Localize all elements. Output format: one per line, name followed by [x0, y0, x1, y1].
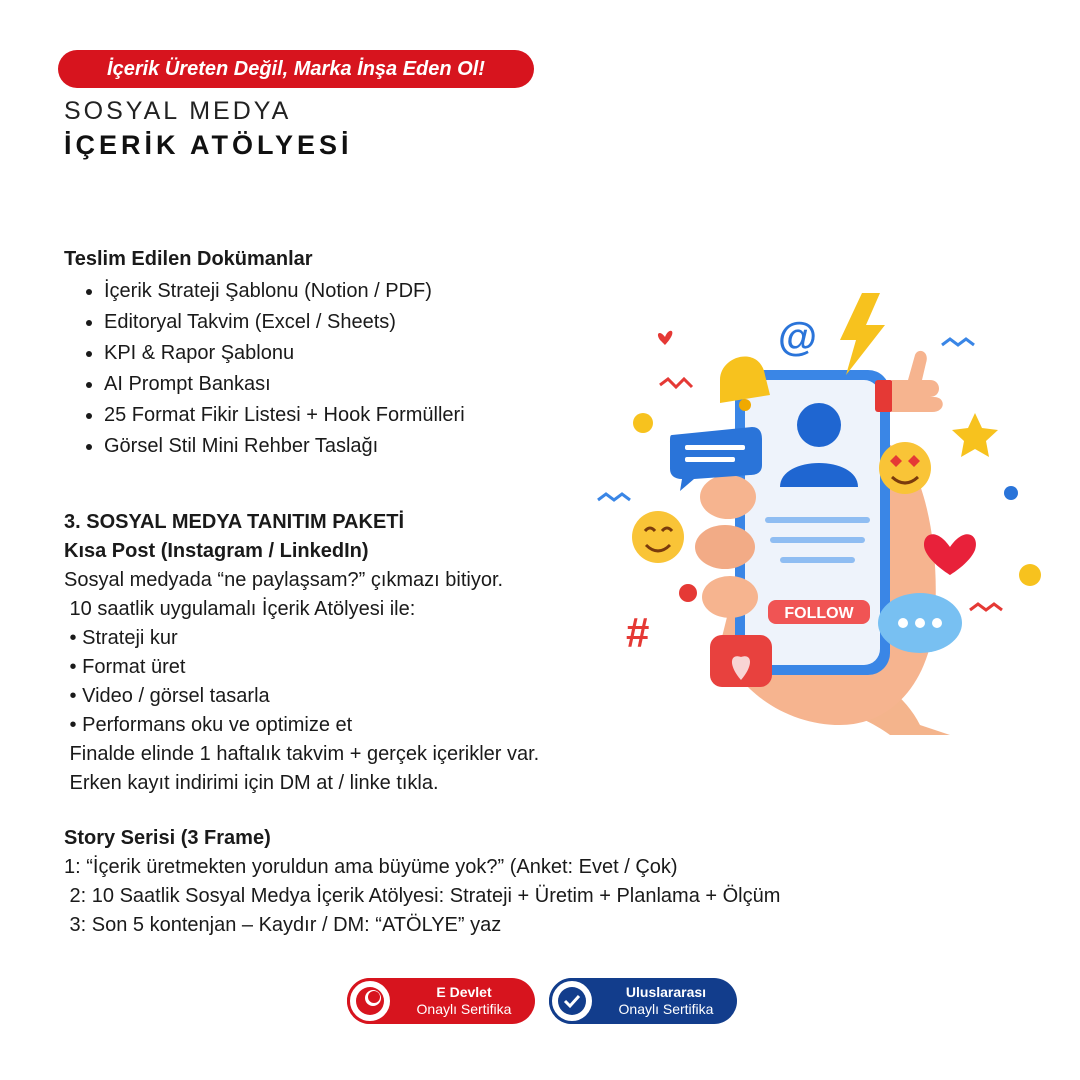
story-line: 3: Son 5 kontenjan – Kaydır / DM: “ATÖLYE” yaz: [64, 914, 502, 936]
bell-icon: [720, 356, 770, 403]
deliverables-section: [64, 245, 465, 462]
squiggle-icon: [942, 339, 974, 345]
orb-icon: [1019, 564, 1041, 586]
package-line: Sosyal medyada “ne paylaşsam?” çıkmazı bitiyor.: [64, 569, 504, 591]
edevlet-certificate-badge: [347, 978, 535, 1024]
story-section: [64, 824, 780, 940]
hashtag-icon: #: [626, 609, 650, 656]
squiggle-icon: [970, 604, 1002, 610]
screen-text-line: [765, 517, 870, 523]
screen-text-line: [780, 557, 855, 563]
list-item: • AI Prompt Bankası: [104, 369, 465, 400]
package-line: • Format üret: [64, 656, 186, 678]
follow-label: FOLLOW: [784, 605, 854, 622]
small-heart-icon: [658, 331, 672, 345]
page-title: İÇERİK ATÖLYESİ: [64, 130, 353, 160]
story-line: 2: 10 Saatlik Sosyal Medya İçerik Atölyesi: Strateji + Üretim + Planlama + Ölçüm: [64, 885, 781, 907]
list-item: • KPI & Rapor Şablonu: [104, 338, 465, 369]
squiggle-icon: [598, 494, 630, 500]
list-item: • Editoryal Takvim (Excel / Sheets): [104, 307, 465, 338]
finger-shape: [702, 576, 758, 618]
list-item: • İçerik Strateji Şablonu (Notion / PDF): [104, 276, 465, 307]
story-line: 1: “İçerik üretmekten yoruldun ama büyüme yok?” (Anket: Evet / Çok): [64, 856, 678, 878]
orb-icon: [633, 413, 653, 433]
badge-title: Uluslararası: [625, 984, 707, 1000]
package-line: 10 saatlik uygulamalı İçerik Atölyesi ile:: [64, 598, 416, 620]
package-subheading: Kısa Post (Instagram / LinkedIn): [64, 540, 369, 562]
tagline-text: İçerik Üreten Değil, Marka İnşa Eden Ol!: [107, 57, 485, 80]
orb-icon: [1004, 486, 1018, 500]
edevlet-seal-icon: [347, 978, 393, 1024]
squiggle-icon: [660, 379, 692, 387]
smiley-emoji-icon: [632, 511, 684, 563]
user-icon: [797, 403, 841, 447]
badge-subtitle: Onaylı Sertifika: [416, 1001, 512, 1017]
finger-shape: [700, 475, 756, 519]
at-symbol-icon: @: [778, 315, 818, 359]
package-line: Finalde elinde 1 haftalık takvim + gerçek içerikler var.: [64, 743, 540, 765]
deliverables-list: [64, 276, 465, 462]
package-line: • Strateji kur: [64, 627, 178, 649]
screen-text-line: [770, 537, 865, 543]
lightning-icon: [840, 293, 885, 375]
package-line: • Performans oku ve optimize et: [64, 714, 353, 736]
checkmark-icon: [549, 978, 595, 1024]
thumbs-up-icon: [892, 351, 943, 412]
badge-title: E Devlet: [436, 984, 492, 1000]
story-heading: Story Serisi (3 Frame): [64, 827, 271, 849]
package-section: [64, 508, 539, 798]
list-item: • 25 Format Fikir Listesi + Hook Formülleri: [104, 400, 465, 431]
page-kicker: SOSYAL MEDYA: [64, 97, 292, 125]
bell-clapper-icon: [739, 399, 751, 411]
list-item: • Görsel Stil Mini Rehber Taslağı: [104, 431, 465, 462]
package-heading: 3. SOSYAL MEDYA TANITIM PAKETİ: [64, 511, 405, 533]
badge-subtitle: Onaylı Sertifika: [618, 1001, 714, 1017]
package-line: • Video / görsel tasarla: [64, 685, 270, 707]
heart-eyes-emoji-icon: [879, 442, 931, 494]
international-certificate-badge: [549, 978, 737, 1024]
deliverables-heading: Teslim Edilen Dokümanlar: [64, 248, 313, 270]
finger-shape: [695, 525, 755, 569]
tagline-banner: [58, 50, 534, 88]
orb-icon: [679, 584, 697, 602]
thumbs-up-cuff-icon: [875, 380, 893, 412]
package-line: Erken kayıt indirimi için DM at / linke tıkla.: [64, 772, 439, 794]
social-media-illustration: [590, 285, 1050, 735]
star-icon: [952, 413, 998, 457]
